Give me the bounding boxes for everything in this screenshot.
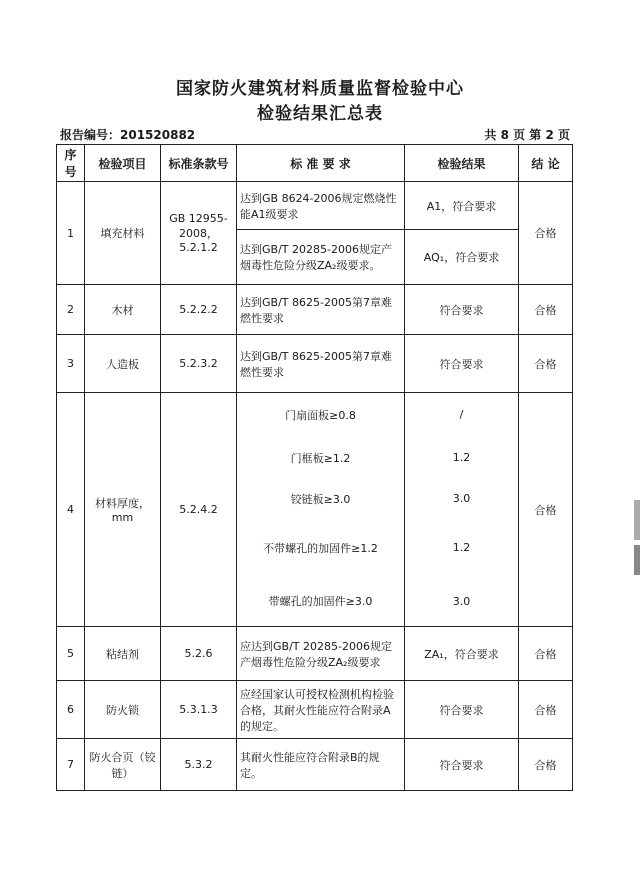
row-number: 4 bbox=[57, 393, 85, 627]
table-row bbox=[57, 627, 573, 681]
table-row bbox=[57, 335, 573, 393]
test-result: 符合要求 bbox=[405, 681, 519, 739]
requirement: 门框板≥1.2 bbox=[237, 437, 405, 479]
requirement: 铰链板≥3.0 bbox=[237, 479, 405, 519]
test-result: AQ₁，符合要求 bbox=[405, 230, 519, 285]
conclusion: 合格 bbox=[519, 182, 573, 285]
requirement: 带螺孔的加固件≥3.0 bbox=[237, 577, 405, 627]
requirement: 其耐火性能应符合附录B的规定。 bbox=[237, 739, 405, 791]
scan-edge-mark bbox=[634, 500, 640, 540]
standard-clause: 5.2.3.2 bbox=[161, 335, 237, 393]
document-title: 国家防火建筑材料质量监督检验中心 bbox=[176, 79, 464, 99]
test-result: 3.0 bbox=[405, 479, 519, 519]
test-item: 防火合页（铰链） bbox=[85, 739, 161, 791]
standard-clause: 5.2.4.2 bbox=[161, 393, 237, 627]
test-item: 防火锁 bbox=[85, 681, 161, 739]
test-result: 3.0 bbox=[405, 577, 519, 627]
test-result: ZA₁，符合要求 bbox=[405, 627, 519, 681]
scan-edge-mark bbox=[634, 545, 640, 575]
standard-clause: 5.2.6 bbox=[161, 627, 237, 681]
table-row bbox=[57, 285, 573, 335]
table-row bbox=[57, 393, 573, 437]
table-row bbox=[57, 739, 573, 791]
conclusion: 合格 bbox=[519, 681, 573, 739]
test-result: 1.2 bbox=[405, 437, 519, 479]
requirement: 不带螺孔的加固件≥1.2 bbox=[237, 519, 405, 577]
table-row bbox=[57, 182, 573, 230]
table-row bbox=[57, 681, 573, 739]
requirement: 达到GB/T 20285-2006规定产烟毒性危险分级ZA₂级要求。 bbox=[237, 230, 405, 285]
row-number: 2 bbox=[57, 285, 85, 335]
test-item: 材料厚度，mm bbox=[85, 393, 161, 627]
table-header-row bbox=[57, 145, 573, 182]
col-header-clause: 标准条款号 bbox=[161, 145, 237, 182]
test-result: 符合要求 bbox=[405, 285, 519, 335]
test-result: 符合要求 bbox=[405, 335, 519, 393]
row-number: 5 bbox=[57, 627, 85, 681]
col-header-conclusion: 结 论 bbox=[519, 145, 573, 182]
test-item: 填充材料 bbox=[85, 182, 161, 285]
standard-clause: 5.3.1.3 bbox=[161, 681, 237, 739]
results-table bbox=[56, 144, 573, 791]
requirement: 达到GB/T 8625-2005第7章难燃性要求 bbox=[237, 335, 405, 393]
col-header-no: 序号 bbox=[57, 145, 85, 182]
test-result: 1.2 bbox=[405, 519, 519, 577]
conclusion: 合格 bbox=[519, 627, 573, 681]
test-item: 木材 bbox=[85, 285, 161, 335]
row-number: 3 bbox=[57, 335, 85, 393]
requirement: 应经国家认可授权检测机构检验合格，其耐火性能应符合附录A的规定。 bbox=[237, 681, 405, 739]
standard-clause: GB 12955-2008，5.2.1.2 bbox=[161, 182, 237, 285]
test-result: / bbox=[405, 393, 519, 437]
col-header-result: 检验结果 bbox=[405, 145, 519, 182]
requirement: 达到GB 8624-2006规定燃烧性能A1级要求 bbox=[237, 182, 405, 230]
test-result: A1，符合要求 bbox=[405, 182, 519, 230]
requirement: 应达到GB/T 20285-2006规定产烟毒性危险分级ZA₂级要求 bbox=[237, 627, 405, 681]
report-number: 报告编号：201520882 bbox=[60, 128, 196, 142]
requirement: 达到GB/T 8625-2005第7章难燃性要求 bbox=[237, 285, 405, 335]
row-number: 7 bbox=[57, 739, 85, 791]
row-number: 6 bbox=[57, 681, 85, 739]
standard-clause: 5.2.2.2 bbox=[161, 285, 237, 335]
conclusion: 合格 bbox=[519, 393, 573, 627]
conclusion: 合格 bbox=[519, 739, 573, 791]
conclusion: 合格 bbox=[519, 335, 573, 393]
page-info: 共 8 页 第 2 页 bbox=[484, 128, 570, 142]
standard-clause: 5.3.2 bbox=[161, 739, 237, 791]
col-header-requirement: 标 准 要 求 bbox=[237, 145, 405, 182]
test-item: 粘结剂 bbox=[85, 627, 161, 681]
document-subtitle: 检验结果汇总表 bbox=[257, 104, 383, 124]
requirement: 门扇面板≥0.8 bbox=[237, 393, 405, 437]
conclusion: 合格 bbox=[519, 285, 573, 335]
col-header-item: 检验项目 bbox=[85, 145, 161, 182]
test-result: 符合要求 bbox=[405, 739, 519, 791]
row-number: 1 bbox=[57, 182, 85, 285]
test-item: 人造板 bbox=[85, 335, 161, 393]
